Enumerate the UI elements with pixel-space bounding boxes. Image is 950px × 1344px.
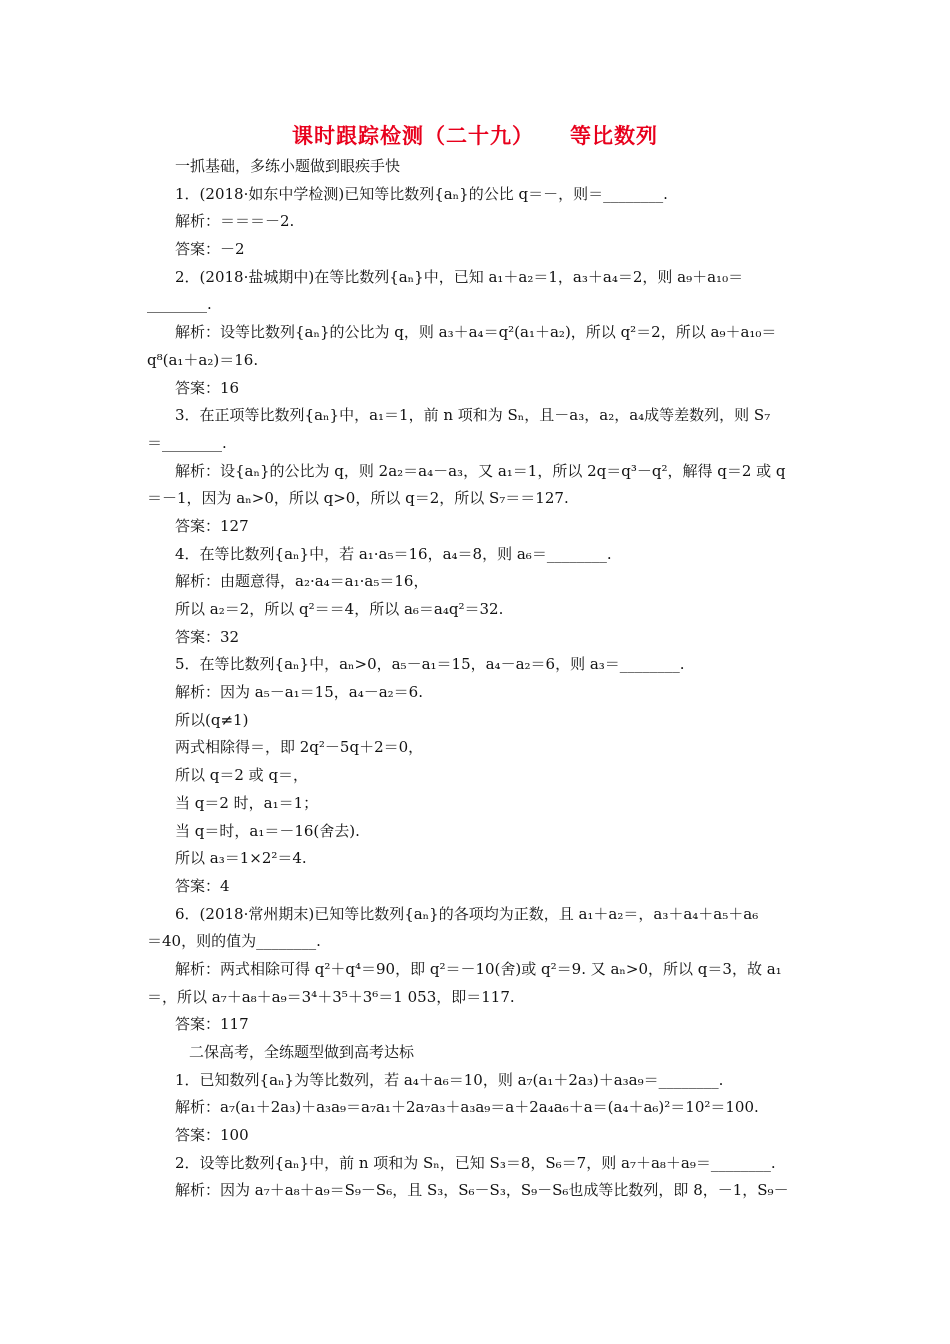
text-line: 答案：－2: [175, 240, 245, 259]
text-line: 3．在正项等比数列{aₙ}中，a₁＝1，前 n 项和为 Sₙ，且－a₃，a₂，a₄成等差数列，则 S₇: [175, 406, 771, 425]
text-line: 所以 a₂＝2，所以 q²＝＝4，所以 a₆＝a₄q²＝32.: [175, 600, 504, 618]
document-body: [147, 153, 807, 1205]
text-line: 所以(q≠1): [175, 710, 249, 729]
title-part-1: 课时跟踪检测（二十九）: [292, 124, 534, 148]
text-line: 二保高考，全练题型做到高考达标: [189, 1043, 415, 1061]
text-line: 解析：两式相除可得 q²＋q⁴＝90，即 q²＝－10(舍)或 q²＝9. 又 aₙ>0，所以 q＝3，故 a₁: [175, 959, 782, 978]
title-part-2: 等比数列: [570, 124, 658, 148]
text-line: 当 q＝时，a₁＝－16(舍去).: [175, 821, 360, 840]
text-line: 解析：设{aₙ}的公比为 q，则 2a₂＝a₄－a₃，又 a₁＝1，所以 2q＝q³－q²，解得 q＝2 或 q: [175, 461, 786, 480]
text-line: ________.: [147, 295, 212, 314]
text-line: 解析：由题意得，a₂·a₄＝a₁·a₅＝16，: [175, 572, 429, 591]
text-line: 答案：4: [175, 876, 230, 895]
text-line: 解析：因为 a₇＋a₈＋a₉＝S₉－S₆，且 S₃，S₆－S₃，S₉－S₆也成等比数列，即 8，－1，S₉－: [175, 1181, 789, 1200]
text-line: 解析：因为 a₅－a₁＝15，a₄－a₂＝6.: [175, 683, 423, 702]
text-line: 答案：100: [175, 1126, 249, 1145]
text-line: 一抓基础，多练小题做到眼疾手快: [175, 157, 401, 175]
text-line: 1．已知数列{aₙ}为等比数列，若 a₄＋a₆＝10，则 a₇(a₁＋2a₃)＋a₃a₉＝________.: [175, 1070, 724, 1089]
text-line: 解析：＝＝＝－2.: [175, 212, 295, 231]
text-line: 4．在等比数列{aₙ}中，若 a₁·a₅＝16，a₄＝8，则 a₆＝________.: [175, 544, 612, 563]
text-line: 所以 a₃＝1×2²＝4.: [175, 849, 307, 868]
page-title: [0, 120, 950, 150]
text-line: 1．(2018·如东中学检测)已知等比数列{aₙ}的公比 q＝－，则＝________.: [175, 184, 668, 203]
text-line: 答案：16: [175, 378, 240, 397]
text-line: 当 q＝2 时，a₁＝1；: [175, 793, 319, 812]
text-line: 所以 q＝2 或 q＝，: [175, 766, 309, 785]
text-line: 答案：117: [175, 1015, 249, 1034]
text-line: ＝40，则的值为________.: [147, 932, 321, 951]
text-line: 两式相除得＝，即 2q²－5q＋2＝0，: [175, 738, 424, 757]
text-line: ＝________.: [147, 433, 227, 452]
text-line: ＝－1，因为 aₙ>0，所以 q>0，所以 q＝2，所以 S₇＝＝127.: [147, 489, 569, 508]
text-line: 2．设等比数列{aₙ}中，前 n 项和为 Sₙ，已知 S₃＝8，S₆＝7，则 a₇＋a₈＋a₉＝________.: [175, 1153, 776, 1172]
text-line: 5．在等比数列{aₙ}中，aₙ>0，a₅－a₁＝15，a₄－a₂＝6，则 a₃＝________.: [175, 655, 685, 674]
text-line: 答案：127: [175, 516, 249, 535]
text-line: q⁸(a₁＋a₂)＝16.: [147, 350, 259, 369]
text-line: 解析：a₇(a₁＋2a₃)＋a₃a₉＝a₇a₁＋2a₇a₃＋a₃a₉＝a＋2a₄a₆＋a＝(a₄＋a₆)²＝10²＝100.: [175, 1098, 759, 1117]
text-line: ＝，所以 a₇＋a₈＋a₉＝3⁴＋3⁵＋3⁶＝1 053，即＝117.: [147, 987, 515, 1006]
text-line: 答案：32: [175, 627, 240, 646]
text-line: 6．(2018·常州期末)已知等比数列{aₙ}的各项均为正数，且 a₁＋a₂＝，a₃＋a₄＋a₅＋a₆: [175, 904, 759, 923]
text-line: 解析：设等比数列{aₙ}的公比为 q，则 a₃＋a₄＝q²(a₁＋a₂)，所以 q²＝2，所以 a₉＋a₁₀＝: [175, 323, 777, 342]
text-line: 2．(2018·盐城期中)在等比数列{aₙ}中，已知 a₁＋a₂＝1，a₃＋a₄＝2，则 a₉＋a₁₀＝: [175, 267, 744, 286]
